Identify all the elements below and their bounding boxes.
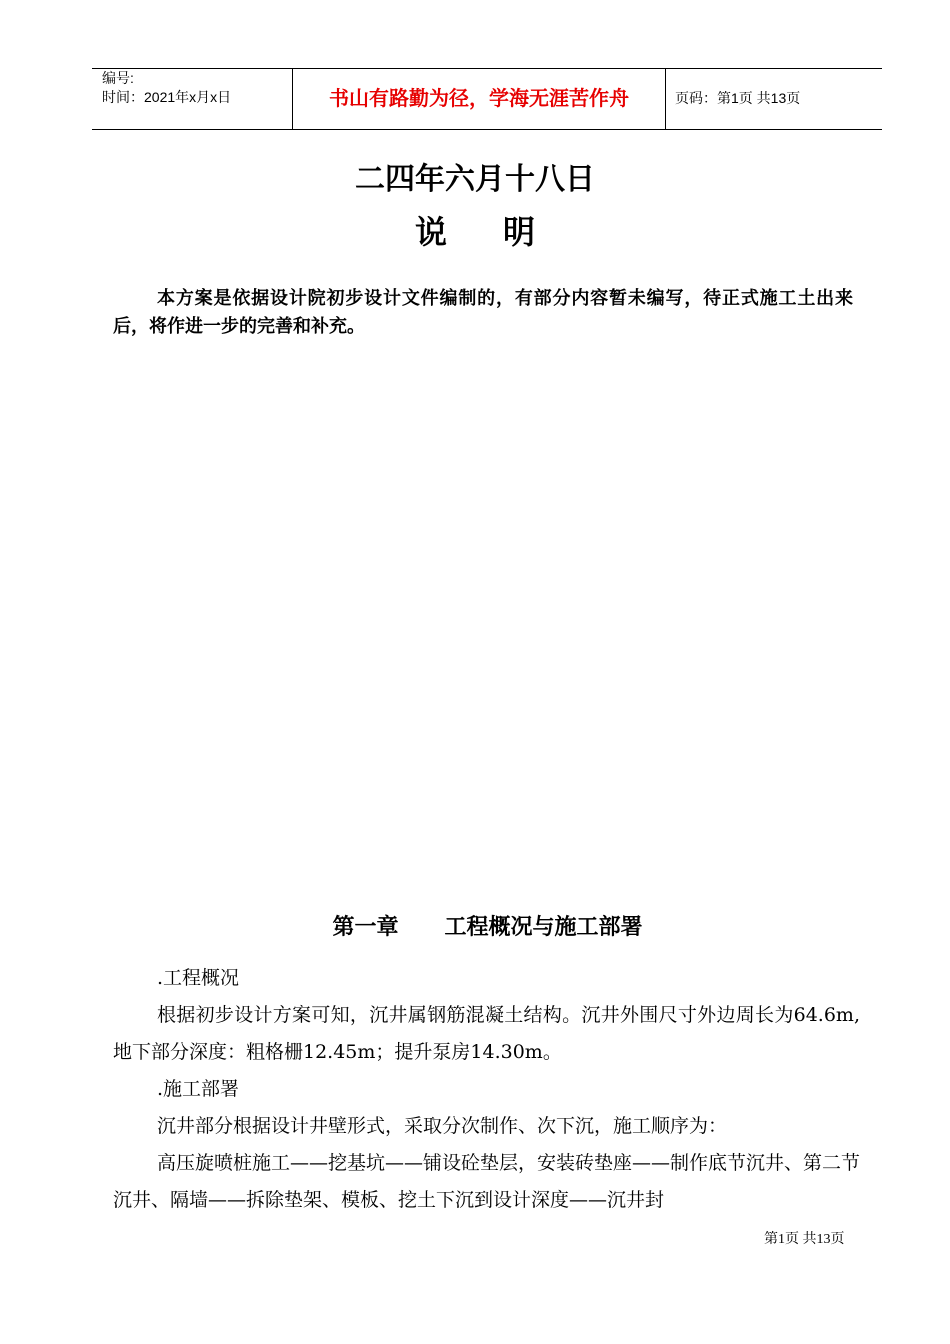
chapter-heading: 第一章 工程概况与施工部署: [332, 915, 643, 940]
document-number-label: 编号:: [102, 70, 134, 86]
overview-paragraph: 根据初步设计方案可知，沉井属钢筋混凝土结构。沉井外围尺寸外边周长为64.6m,地下部分深度：粗格栅12.45m；提升泵房14.30m。: [113, 1004, 860, 1063]
header-motto: 书山有路勤为径，学海无涯苦作舟: [329, 86, 629, 110]
header-meta-cell: [92, 69, 292, 129]
deployment-paragraph: 沉井部分根据设计井壁形式，采取分次制作、次下沉，施工顺序为：: [157, 1115, 728, 1137]
explanation-note: 本方案是依据设计院初步设计文件编制的，有部分内容暂未编写，待正式施工土出来后，将作进一步的完善和补充。: [113, 288, 853, 337]
page-footer: 第1页 共13页: [764, 1232, 845, 1247]
header-page-cell: [665, 69, 882, 129]
section-heading-overview: .工程概况: [157, 967, 240, 989]
section-heading-deployment: .施工部署: [157, 1078, 240, 1100]
sequence-paragraph: 高压旋喷桩施工——挖基坑——铺设砼垫层，安装砖垫座——制作底节沉井、第二节沉井、隔墙——拆除垫架、模板、挖土下沉到设计深度——沉井封: [113, 1152, 861, 1211]
cover-date: 二四年六月十八日: [355, 162, 595, 197]
explanation-title: 说明: [414, 213, 591, 251]
chapter-body: [113, 960, 860, 1219]
page-header: [92, 68, 882, 130]
header-page-number: 页码：第1页 共13页: [675, 90, 801, 106]
header-motto-cell: [292, 69, 666, 129]
document-time-label: 时间：2021年x月x日: [102, 89, 232, 105]
